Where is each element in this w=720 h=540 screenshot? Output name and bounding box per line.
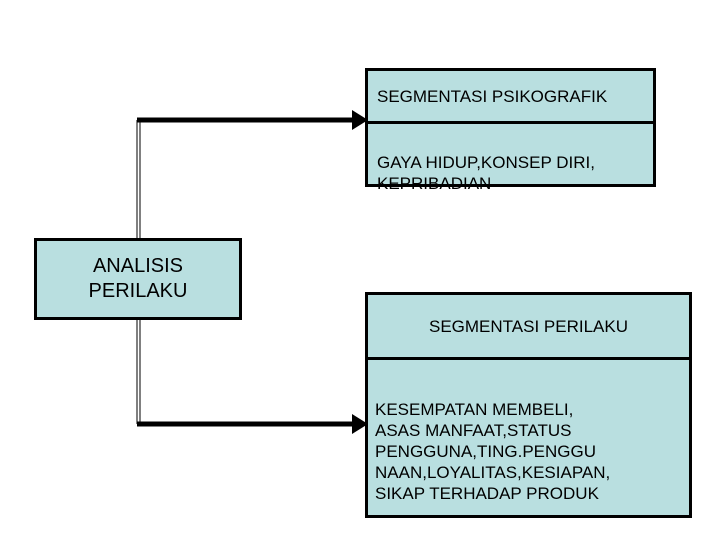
connector-to-psikografik <box>137 110 368 240</box>
perilaku-title-box <box>365 292 692 360</box>
perilaku-detail-box <box>365 357 692 518</box>
root-label: ANALISIS PERILAKU <box>88 255 188 302</box>
perilaku-title: SEGMENTASI PERILAKU <box>428 316 628 336</box>
psikografik-title: SEGMENTASI PSIKOGRAFIK <box>377 86 608 106</box>
connector-to-perilaku <box>137 318 368 434</box>
psikografik-title-box <box>365 68 656 124</box>
perilaku-detail: KESEMPATAN MEMBELI, ASAS MANFAAT,STATUS PENGGUNA,TING.PENGGU NAAN,LOYALITAS,KESIAPAN, SIKAP TERHADAP PRODUK <box>375 400 611 503</box>
psikografik-detail-box <box>365 121 656 193</box>
psikografik-detail: GAYA HIDUP,KONSEP DIRI, KEPRIBADIAN <box>377 153 595 193</box>
root-analisis-perilaku-box <box>34 238 242 320</box>
